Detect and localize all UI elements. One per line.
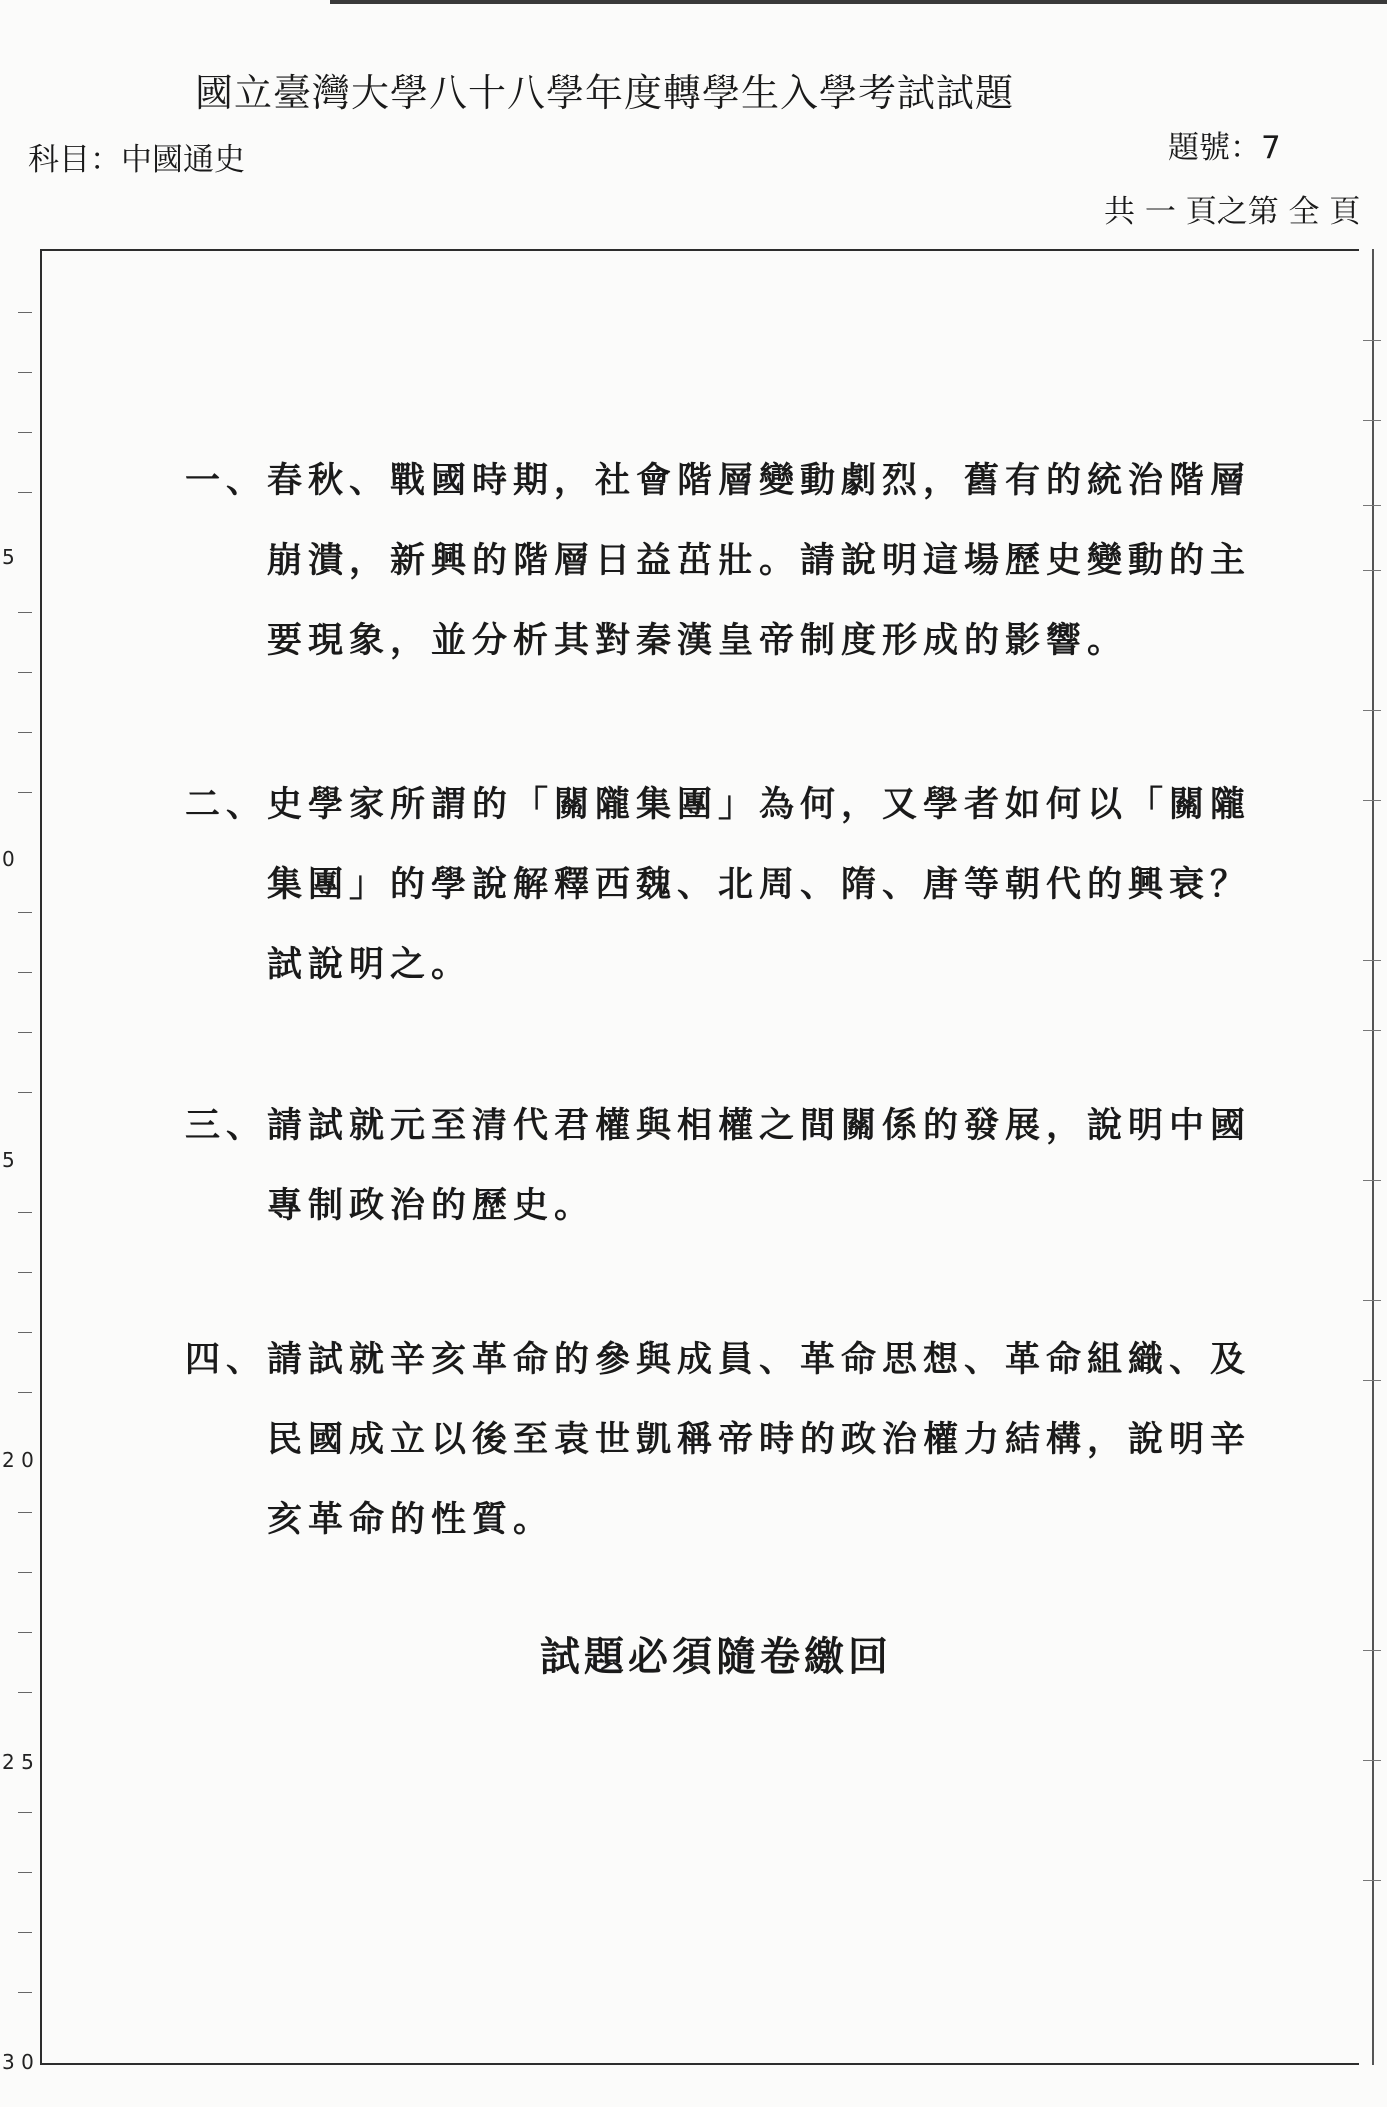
frame-right-edge bbox=[1372, 249, 1374, 2065]
scan-edge bbox=[330, 0, 1387, 4]
right-tick bbox=[1363, 570, 1381, 571]
ruler-tick bbox=[18, 1392, 32, 1393]
right-tick bbox=[1363, 1380, 1381, 1381]
ruler-tick bbox=[18, 1332, 32, 1333]
right-tick bbox=[1363, 1030, 1381, 1031]
question-line: 崩潰，新興的階層日益茁壯。請說明這場歷史變動的主 bbox=[267, 540, 1252, 581]
right-tick bbox=[1363, 960, 1381, 961]
page-count: 共 一 頁之第 全 頁 bbox=[1104, 194, 1361, 230]
ruler-tick bbox=[18, 1932, 32, 1933]
question-number: 題號：7 bbox=[1168, 130, 1281, 166]
ruler-tick bbox=[18, 1032, 32, 1033]
question-line: 民國成立以後至袁世凱稱帝時的政治權力結構，說明辛 bbox=[267, 1419, 1252, 1460]
ruler-tick bbox=[18, 1272, 32, 1273]
return-notice: 試題必須隨卷繳回 bbox=[540, 1633, 892, 1680]
question-line: 三、請試就元至清代君權與相權之間關係的發展，說明中國 bbox=[185, 1105, 1252, 1146]
ruler-tick bbox=[18, 1092, 32, 1093]
question-line: 二、史學家所謂的「關隴集團」為何，又學者如何以「關隴 bbox=[185, 784, 1252, 825]
right-tick bbox=[1363, 1880, 1381, 1881]
question-4 bbox=[185, 1320, 1251, 1560]
right-tick bbox=[1363, 1180, 1381, 1181]
right-tick bbox=[1363, 505, 1381, 506]
ruler-tick bbox=[18, 432, 32, 433]
ruler-tick bbox=[18, 972, 32, 973]
ruler-tick bbox=[18, 912, 32, 913]
ruler-tick bbox=[18, 1212, 32, 1213]
question-2 bbox=[185, 765, 1251, 1005]
ruler-tick bbox=[18, 1632, 32, 1633]
question-3 bbox=[185, 1086, 1251, 1246]
ruler-tick bbox=[18, 1872, 32, 1873]
right-tick bbox=[1363, 1300, 1381, 1301]
right-tick bbox=[1363, 710, 1381, 711]
question-line: 集團」的學說解釋西魏、北周、隋、唐等朝代的興衰？ bbox=[267, 864, 1252, 905]
exam-title: 國立臺灣大學八十八學年度轉學生入學考試試題 bbox=[195, 71, 1015, 115]
ruler-tick bbox=[18, 672, 32, 673]
question-line: 一、春秋、戰國時期，社會階層變動劇烈，舊有的統治階層 bbox=[185, 460, 1252, 501]
ruler-label: 2 5 bbox=[2, 1750, 34, 1774]
right-tick bbox=[1363, 420, 1381, 421]
ruler-tick bbox=[18, 732, 32, 733]
ruler-tick bbox=[18, 1692, 32, 1693]
ruler-label: 3 0 bbox=[2, 2050, 34, 2074]
ruler-tick bbox=[18, 612, 32, 613]
right-tick bbox=[1363, 340, 1381, 341]
ruler-label: 5 bbox=[2, 1148, 15, 1172]
question-line: 專制政治的歷史。 bbox=[267, 1185, 596, 1226]
subject-label: 科目：中國通史 bbox=[28, 142, 245, 178]
ruler-tick bbox=[18, 1572, 32, 1573]
question-line: 亥革命的性質。 bbox=[267, 1499, 555, 1540]
ruler-tick bbox=[18, 492, 32, 493]
question-line: 四、請試就辛亥革命的參與成員、革命思想、革命組織、及 bbox=[185, 1339, 1252, 1380]
ruler-tick bbox=[18, 1812, 32, 1813]
right-tick bbox=[1363, 800, 1381, 801]
ruler-label: 0 bbox=[2, 847, 15, 871]
question-line: 要現象，並分析其對秦漢皇帝制度形成的影響。 bbox=[267, 620, 1129, 661]
ruler-tick bbox=[18, 372, 32, 373]
ruler-tick bbox=[18, 1512, 32, 1513]
right-tick bbox=[1363, 1760, 1381, 1761]
ruler-label: 5 bbox=[2, 545, 15, 569]
ruler-tick bbox=[18, 312, 32, 313]
ruler-tick bbox=[18, 792, 32, 793]
question-line: 試說明之。 bbox=[267, 944, 473, 985]
ruler-label: 2 0 bbox=[2, 1448, 34, 1472]
question-1 bbox=[185, 441, 1251, 681]
right-tick bbox=[1363, 1650, 1381, 1651]
ruler-tick bbox=[18, 1992, 32, 1993]
